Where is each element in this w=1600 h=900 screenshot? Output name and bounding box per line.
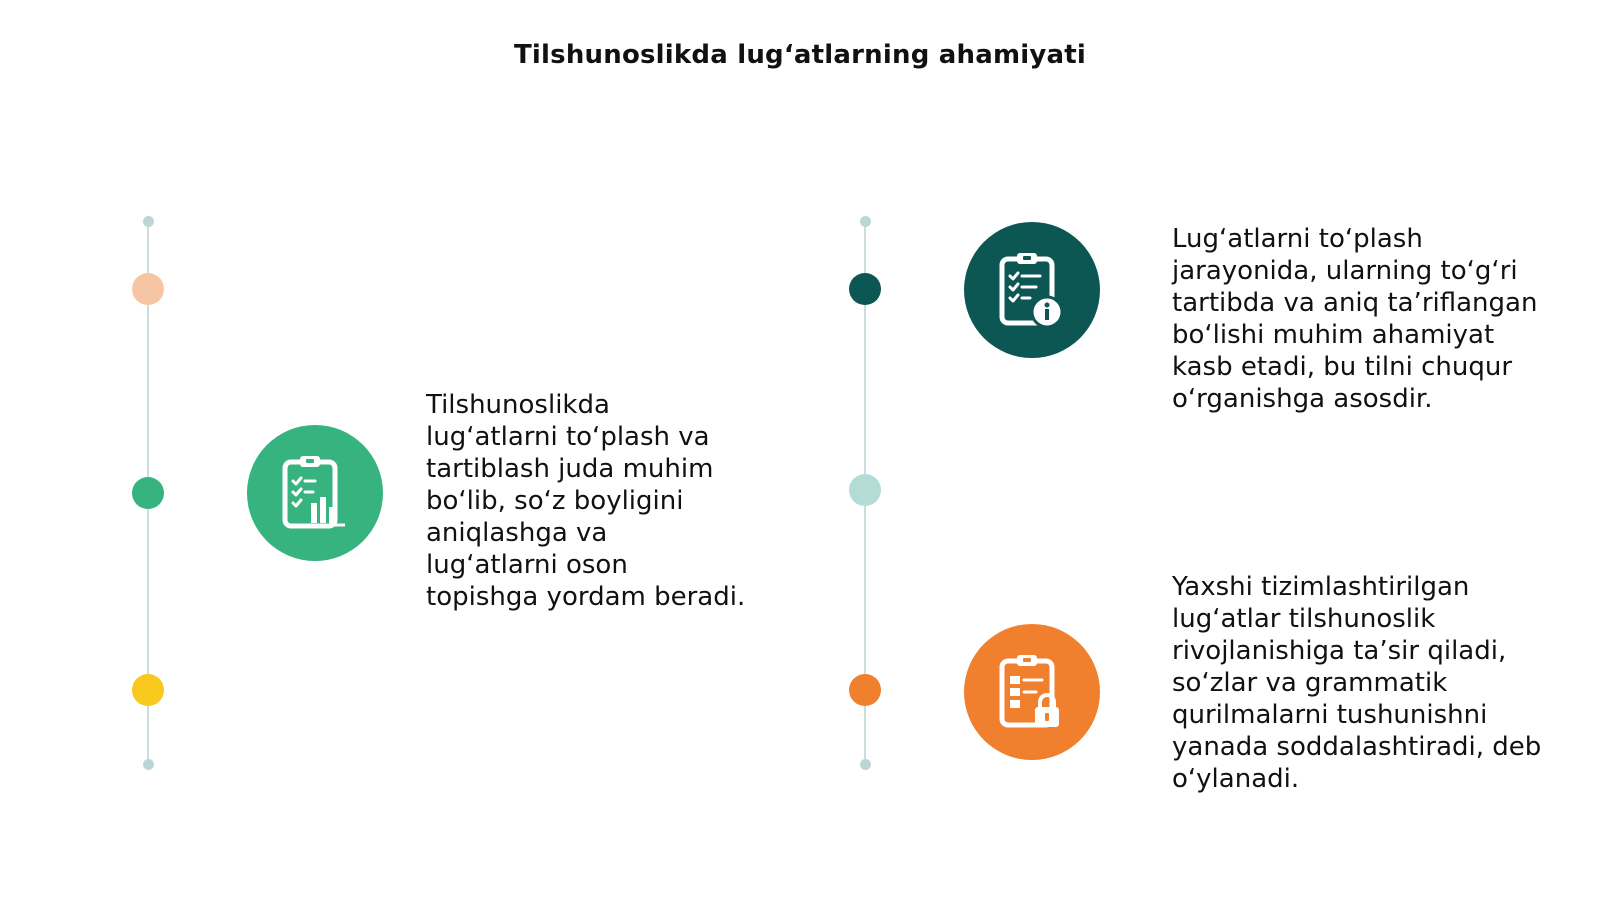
timeline-dot-dark-teal bbox=[849, 273, 881, 305]
clipboard-chart-icon bbox=[247, 425, 383, 561]
page-title: Tilshunoslikda lug‘atlarning ahamiyati bbox=[513, 40, 1087, 70]
timeline-start-dot bbox=[860, 216, 871, 227]
icon-circle-green bbox=[247, 425, 383, 561]
clipboard-info-icon bbox=[964, 222, 1100, 358]
timeline-end-dot bbox=[143, 759, 154, 770]
item-1-text: Tilshunoslikda lug‘atlarni to‘plash va tartiblash juda muhim bo‘lib, so‘z boyligini aniqlashga va lug‘atlarni oson topishga yordam beradi. bbox=[426, 390, 746, 612]
timeline-end-dot bbox=[860, 759, 871, 770]
timeline-dot-green bbox=[132, 477, 164, 509]
timeline-dot-peach bbox=[132, 273, 164, 305]
icon-circle-orange bbox=[964, 624, 1100, 760]
timeline-dot-mint bbox=[849, 474, 881, 506]
icon-circle-dark-teal bbox=[964, 222, 1100, 358]
clipboard-lock-icon bbox=[964, 624, 1100, 760]
item-3-text: Yaxshi tizimlashtirilgan lug‘atlar tilshunoslik rivojlanishiga ta’sir qiladi, so‘zlar va grammatik qurilmalarni tushunishni yanada soddalashtiradi, deb o‘ylanadi. bbox=[1172, 572, 1542, 794]
timeline-dot-yellow bbox=[132, 674, 164, 706]
timeline-start-dot bbox=[143, 216, 154, 227]
item-2-text: Lug‘atlarni to‘plash jarayonida, ularning to‘g‘ri tartibda va aniq ta’riflangan bo‘lishi muhim ahamiyat kasb etadi, bu tilni chuqur o‘rganishga asosdir. bbox=[1172, 224, 1538, 414]
timeline-dot-orange bbox=[849, 674, 881, 706]
